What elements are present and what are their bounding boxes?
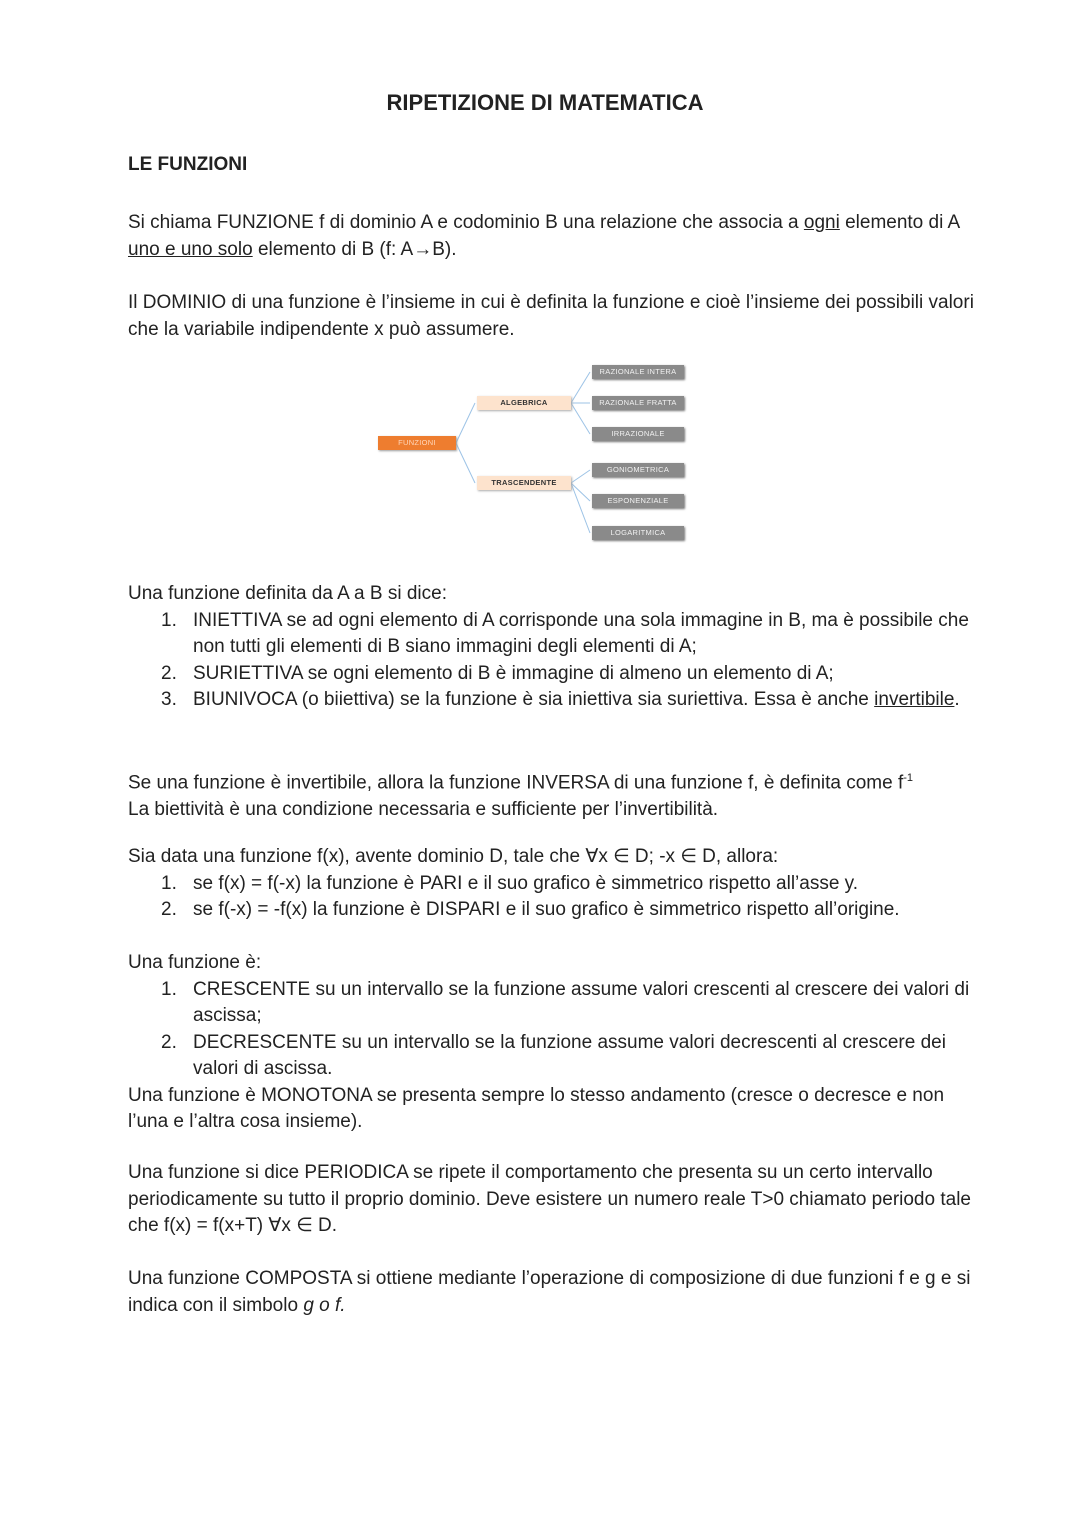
paragraph-proprieta: Una funzione definita da A a B si dice: 1. INIETTIVA se ad ogni elemento di A corrisponde una sola immagine in B, ma è possibile che non tutti gli elementi di B siano immagini degli elementi di A; 2. SURIETTIVA se ogni elemento di B è immagine di almeno un elemento di A; 3. BIUNIVOCA (o biiettiva) se la funzione è sia iniettiva sia suriettiva. Essa è anche invertibile.	[128, 581, 978, 714]
diagram-leaf: ESPONENZIALE	[592, 494, 684, 508]
list-item: 2. SURIETTIVA se ogni elemento di B è immagine di almeno un elemento di A;	[161, 662, 834, 684]
list-item: 1. CRESCENTE su un intervallo se la funzione assume valori crescenti al crescere dei valori di ascissa;	[161, 978, 970, 1026]
connector	[571, 470, 590, 483]
page-title: RIPETIZIONE DI MATEMATICA	[386, 90, 704, 115]
paragraph-monotonia: Una funzione è: 1. CRESCENTE su un intervallo se la funzione assume valori crescenti al crescere dei valori di ascissa; 2. DECRESCENTE su un intervallo se la funzione assume valori decrescenti al crescere dei valori di ascissa. Una funzione è MONOTONA se presenta sempre lo stesso andamento (cresce o decresce e non l’una e l’altra cosa insieme).	[128, 950, 978, 1136]
diagram-node-root: FUNZIONI	[378, 436, 456, 450]
connector	[456, 403, 475, 443]
diagram-connectors	[370, 360, 700, 550]
diagram-leaf: GONIOMETRICA	[592, 463, 684, 477]
connector	[571, 483, 590, 501]
paragraph-composta: Una funzione COMPOSTA si ottiene mediante l’operazione di composizione di due funzioni f e g e si indica con il simbolo g o f.	[128, 1268, 971, 1316]
list-item: 1. INIETTIVA se ad ogni elemento di A corrisponde una sola immagine in B, ma è possibile che non tutti gli elementi di B siano immagini degli elementi di A;	[161, 609, 969, 657]
connector	[571, 403, 590, 434]
connector	[456, 443, 475, 483]
paragraph-inversa: Se una funzione è invertibile, allora la funzione INVERSA di una funzione f, è definita come $f^{-1}$ La biettività è una condizione necessaria e sufficiente per l’invertibilità.	[128, 772, 914, 820]
connector	[571, 372, 590, 403]
paragraph-dominio: Il DOMINIO di una funzione è l’insieme in cui è definita la funzione e cioè l’insieme dei possibili valori che la variabile indipendente x può assumere.	[128, 292, 974, 340]
diagram-node-trascendente: TRASCENDENTE	[477, 476, 571, 490]
paragraph-funzione: Si chiama FUNZIONE f di dominio A e codominio B una relazione che associa a ogni elemento di A uno e uno solo elemento di B (f: A→B).	[128, 212, 960, 260]
diagram-leaf: IRRAZIONALE	[592, 427, 684, 441]
monotony-list	[128, 977, 978, 1083]
list-item: 2. se f(-x) = -f(x) la funzione è DISPARI e il suo grafico è simmetrico rispetto all’origine.	[161, 899, 900, 920]
diagram-leaf: RAZIONALE INTERA	[592, 365, 684, 379]
paragraph-pari-dispari: Sia data una funzione f(x), avente dominio D, tale che ∀x ∈ D; -x ∈ D, allora: 1. se f(x) = f(-x) la funzione è PARI e il suo grafico è simmetrico rispetto all’asse y. 2. se f(-x) = -f(x) la funzione è DISPARI e il suo grafico è simmetrico rispetto all’origine.	[128, 844, 978, 924]
connector	[571, 483, 590, 533]
list-item: 2. DECRESCENTE su un intervallo se la funzione assume valori decrescenti al crescere dei valori di ascissa.	[161, 1031, 946, 1079]
functions-tree-diagram	[370, 360, 700, 550]
diagram-leaf: LOGARITMICA	[592, 526, 684, 540]
list-item: 3. BIUNIVOCA (o biiettiva) se la funzione è sia iniettiva sia suriettiva. Essa è anche invertibile.	[161, 689, 960, 710]
parity-list	[128, 871, 978, 924]
paragraph-periodica: Una funzione si dice PERIODICA se ripete il comportamento che presenta su un certo intervallo periodicamente su tutto il proprio dominio. Deve esistere un numero reale T>0 chiamato periodo tale che f(x) = f(x+T) ∀x ∈ D.	[128, 1162, 971, 1236]
diagram-node-algebrica: ALGEBRICA	[477, 396, 571, 410]
section-heading: LE FUNZIONI	[128, 154, 248, 175]
property-list	[128, 608, 978, 714]
diagram-leaf: RAZIONALE FRATTA	[592, 396, 684, 410]
list-item: 1. se f(x) = f(-x) la funzione è PARI e il suo grafico è simmetrico rispetto all’asse y.	[161, 872, 859, 894]
